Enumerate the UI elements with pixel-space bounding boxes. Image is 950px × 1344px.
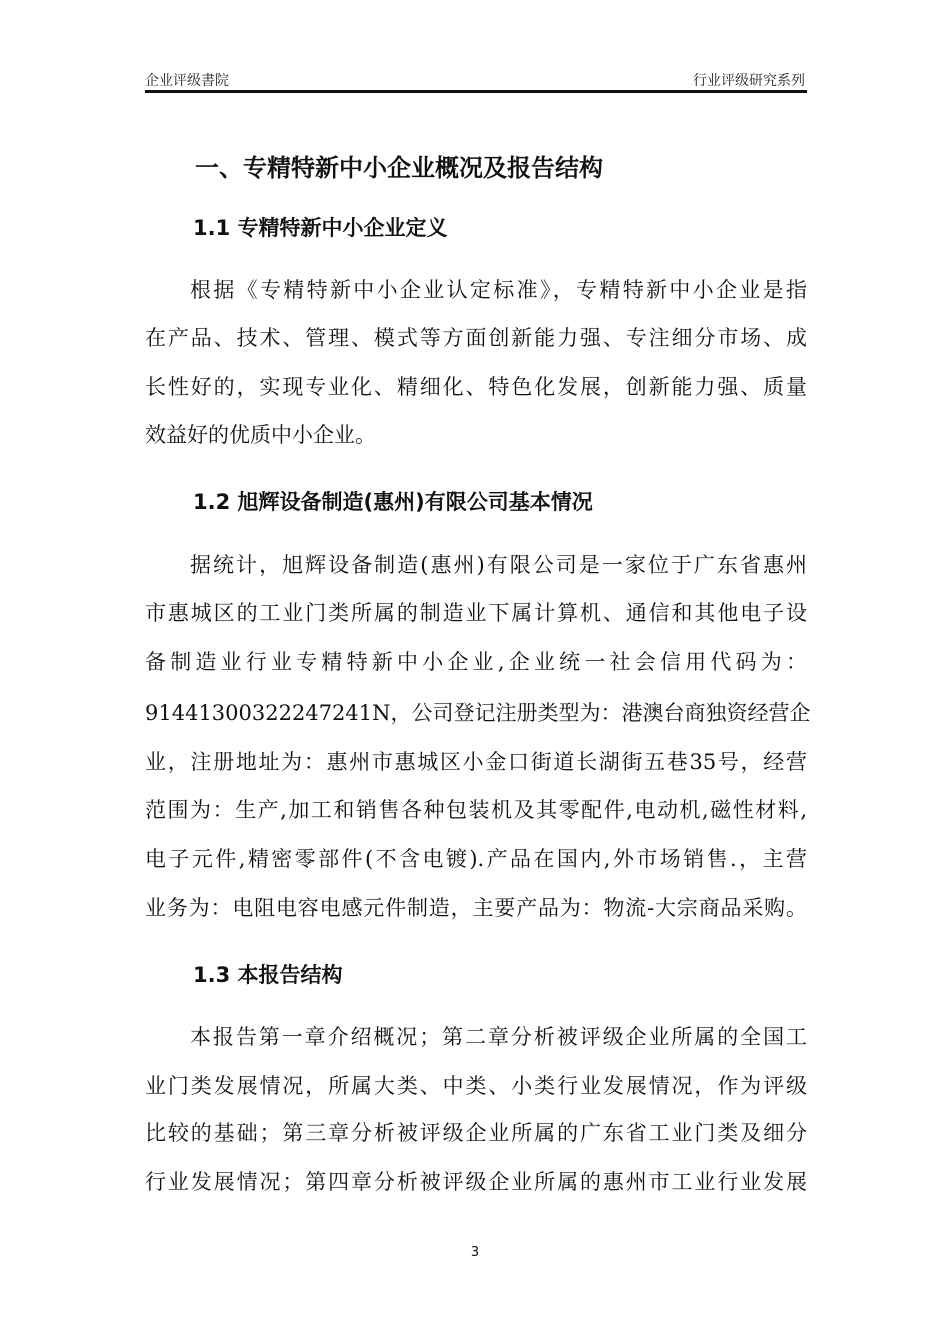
header-divider bbox=[145, 90, 807, 93]
header-right: 行业评级研究系列 bbox=[693, 73, 805, 89]
paragraph-line: 业门类发展情况，所属大类、中类、小类行业发展情况，作为评级 bbox=[145, 1074, 807, 1098]
paragraph-line: 效益好的优质中小企业。 bbox=[145, 423, 376, 447]
paragraph-line: 市惠城区的工业门类所属的制造业下属计算机、通信和其他电子设 bbox=[145, 601, 807, 625]
paragraph-line: 比较的基础；第三章分析被评级企业所属的广东省工业门类及细分 bbox=[145, 1121, 807, 1145]
page-number: 3 bbox=[470, 1245, 480, 1260]
section-title-1-3: 1.3 本报告结构 bbox=[193, 963, 343, 987]
header-left: 企业评级書院 bbox=[145, 73, 229, 89]
paragraph-line: 长性好的，实现专业化、精细化、特色化发展，创新能力强、质量 bbox=[145, 375, 807, 399]
paragraph-line: 业务为：电阻电容电感元件制造，主要产品为：物流-大宗商品采购。 bbox=[145, 896, 807, 920]
paragraph-line: 备制造业行业专精特新中小企业,企业统一社会信用代码为： bbox=[145, 650, 807, 674]
paragraph-line: 行业发展情况；第四章分析被评级企业所属的惠州市工业行业发展 bbox=[145, 1170, 807, 1194]
section-title-1-1: 1.1 专精特新中小企业定义 bbox=[193, 216, 448, 240]
paragraph-line: 91441300322247241N，公司登记注册类型为：港澳台商独资经营企 bbox=[145, 701, 811, 725]
paragraph-line: 在产品、技术、管理、模式等方面创新能力强、专注细分市场、成 bbox=[145, 326, 807, 350]
section-title-1-2: 1.2 旭辉设备制造(惠州)有限公司基本情况 bbox=[193, 490, 593, 514]
chapter-title: 一、专精特新中小企业概况及报告结构 bbox=[195, 154, 603, 182]
paragraph-line: 电子元件,精密零部件(不含电镀).产品在国内,外市场销售.，主营 bbox=[145, 847, 807, 871]
paragraph-line: 据统计，旭辉设备制造(惠州)有限公司是一家位于广东省惠州 bbox=[190, 553, 807, 577]
paragraph-line: 业，注册地址为：惠州市惠城区小金口街道长湖街五巷35号，经营 bbox=[145, 750, 807, 774]
paragraph-line: 范围为：生产,加工和销售各种包装机及其零配件,电动机,磁性材料, bbox=[145, 798, 807, 822]
paragraph-line: 本报告第一章介绍概况；第二章分析被评级企业所属的全国工 bbox=[190, 1025, 807, 1049]
paragraph-line: 根据《专精特新中小企业认定标准》，专精特新中小企业是指 bbox=[190, 278, 807, 302]
